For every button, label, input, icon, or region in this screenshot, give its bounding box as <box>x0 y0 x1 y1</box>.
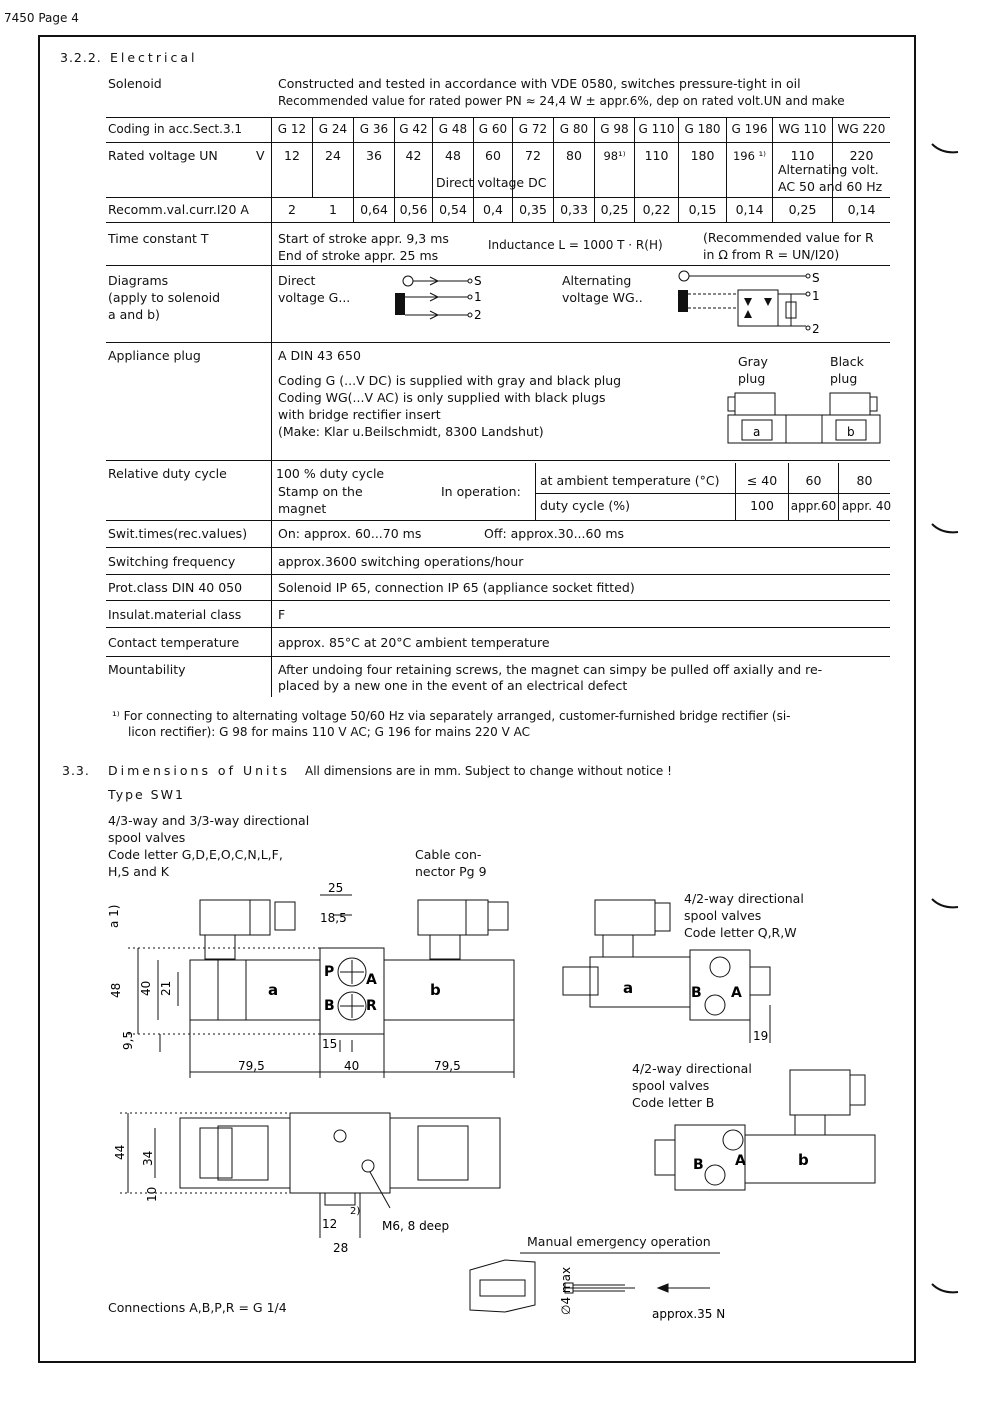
contact-temp-value: approx. 85°C at 20°C ambient temperature <box>278 635 550 650</box>
valve-desc-1: 4/3-way and 3/3-way directional <box>108 813 310 828</box>
port-p-label: P <box>324 964 335 980</box>
insulation-value: F <box>278 607 286 622</box>
switch-freq-value: approx.3600 switching operations/hour <box>278 554 524 569</box>
pin-s-label: S <box>474 274 482 288</box>
contact-temp-label: Contact temperature <box>108 635 240 650</box>
plug-a-label: a <box>753 425 761 439</box>
code-cell: G 42 <box>399 122 428 136</box>
punch-mark <box>930 140 960 160</box>
valve-side-view <box>100 880 540 1090</box>
prot-class-value: Solenoid IP 65, connection IP 65 (appliance socket fitted) <box>278 580 635 595</box>
current-cell: 0,35 <box>519 202 547 217</box>
solenoid-text-1: Constructed and tested in accordance with VDE 0580, switches pressure-tight in oil <box>278 76 801 91</box>
dims-title: Dimensions of Units <box>108 763 290 778</box>
resistance-note-2: in Ω from R = UN/I20) <box>703 247 840 262</box>
dim-4-max: ∅4 max <box>559 1266 573 1315</box>
ac-wiring-diagram <box>676 268 826 338</box>
dc-wiring-diagram <box>390 268 490 328</box>
dim-footnote-2: 2) <box>350 1206 361 1217</box>
resistance-note-1: (Recommended value for R <box>703 230 874 245</box>
mountability-text-2: placed by a new one in the event of an electrical defect <box>278 678 628 693</box>
punch-mark <box>930 520 960 540</box>
current-cell: 0,64 <box>360 202 388 217</box>
b-desc-2: spool valves <box>632 1078 710 1093</box>
diagrams-label-2: (apply to solenoid <box>108 290 221 305</box>
code-cell: G 180 <box>684 122 721 136</box>
ambient-temp-label: at ambient temperature (°C) <box>540 473 720 488</box>
duty-text-3: magnet <box>278 501 327 516</box>
punch-mark <box>930 1280 960 1300</box>
m6-label: M6, 8 deep <box>382 1219 450 1233</box>
dim-9-5: 9,5 <box>121 1030 135 1050</box>
voltage-cell: 48 <box>445 148 461 163</box>
valve-qrw-view <box>555 895 795 1055</box>
mountability-text-1: After undoing four retaining screws, the magnet can simpy be pulled off axially and re- <box>278 662 823 677</box>
plug-label: Appliance plug <box>108 348 201 363</box>
alt-voltage-2: voltage WG.. <box>562 290 643 305</box>
punch-mark <box>930 895 960 915</box>
code-cell: G 196 <box>731 122 768 136</box>
temp-cell: ≤ 40 <box>746 473 778 488</box>
b-desc-3: Code letter B <box>632 1095 715 1110</box>
code-cell: G 60 <box>478 122 508 136</box>
voltage-cell: 110 <box>644 148 669 163</box>
switch-freq-label: Switching frequency <box>108 554 236 569</box>
plug-text-2: Coding WG(...V AC) is only supplied with black plugs <box>278 390 606 405</box>
current-cell: 0,56 <box>399 202 428 217</box>
code-cell: G 36 <box>359 122 389 136</box>
diagrams-label-3: a and b) <box>108 307 160 322</box>
code-cell: G 80 <box>559 122 589 136</box>
code-cell: G 24 <box>318 122 348 136</box>
dim-21: 21 <box>159 980 173 996</box>
duty-label: Relative duty cycle <box>108 466 227 481</box>
dim-34: 34 <box>141 1150 155 1166</box>
qrw-desc-1: 4/2-way directional <box>684 891 804 906</box>
code-cell: G 110 <box>638 122 675 136</box>
valve-desc-2: spool valves <box>108 830 186 845</box>
ac-pin-s-label: S <box>812 271 820 285</box>
dim-25: 25 <box>328 881 344 895</box>
switch-on: On: approx. 60...70 ms <box>278 526 422 541</box>
connections-note: Connections A,B,P,R = G 1/4 <box>108 1300 287 1315</box>
current-label: Recomm.val.curr.I20 A <box>108 202 249 217</box>
voltage-cell: 220 <box>849 148 874 163</box>
direct-voltage-2: voltage G... <box>278 290 351 305</box>
port-r-label: R <box>366 998 377 1014</box>
in-operation-label: In operation: <box>441 484 521 499</box>
current-cell: 0,25 <box>600 202 629 217</box>
code-cell: G 98 <box>600 122 629 136</box>
current-cell: 2 <box>288 202 296 217</box>
qrw-a-label: a <box>623 979 634 997</box>
voltage-cell: 42 <box>405 148 422 163</box>
gray-plug-label-2: plug <box>738 371 766 386</box>
code-cell: WG 110 <box>778 122 827 136</box>
voltage-cell: 110 <box>790 148 815 163</box>
black-plug-label: Black <box>830 354 864 369</box>
dim-79-5-right: 79,5 <box>434 1059 461 1073</box>
force-label: approx.35 N <box>652 1307 726 1321</box>
qrw-desc-3: Code letter Q,R,W <box>684 925 797 940</box>
dim-28: 28 <box>333 1241 349 1255</box>
manual-emergency-drawing <box>460 1250 760 1330</box>
valve-desc-4: H,S and K <box>108 864 169 879</box>
solenoid-text-2: Recommended value for rated power PN ≈ 24,4 W ± appr.6%, dep on rated volt.UN and make <box>278 94 845 108</box>
ac-note-1: Alternating volt. <box>778 162 879 177</box>
current-cell: 0,22 <box>642 202 671 217</box>
b-port-b: B <box>693 1157 704 1173</box>
dim-12: 12 <box>322 1217 338 1231</box>
ac-note-2: AC 50 and 60 Hz <box>778 179 883 194</box>
section-number: 3.2.2. <box>60 50 102 65</box>
qrw-port-b: B <box>691 985 702 1001</box>
dim-a1: a 1) <box>107 904 121 928</box>
solenoid-label: Solenoid <box>108 76 162 91</box>
duty-text-2: Stamp on the <box>278 484 363 499</box>
voltage-cell: 60 <box>485 148 501 163</box>
temp-cell: 80 <box>856 473 873 488</box>
solenoid-a-label: a <box>268 981 279 999</box>
dim-18-5: 18,5 <box>320 911 347 925</box>
inductance-formula: Inductance L = 1000 T · R(H) <box>488 238 663 252</box>
duty-text-1: 100 % duty cycle <box>276 466 385 481</box>
duty-cell: appr.60 <box>790 499 837 513</box>
qrw-desc-2: spool valves <box>684 908 762 923</box>
page-reference: 7450 Page 4 <box>4 11 79 25</box>
current-cell: 0,54 <box>439 202 467 217</box>
pin-1-label: 1 <box>474 290 482 304</box>
voltage-cell: 180 <box>690 148 715 163</box>
voltage-cell: 98¹⁾ <box>603 149 626 163</box>
footnote-1: ¹⁾ For connecting to alternating voltage 50/60 Hz via separately arranged, customer-furnished bridge rectifier (si- <box>112 709 791 723</box>
rated-voltage-label: Rated voltage UN <box>108 148 218 163</box>
voltage-cell: 80 <box>566 148 582 163</box>
b-desc-1: 4/2-way directional <box>632 1061 752 1076</box>
current-cell: 0,4 <box>483 202 503 217</box>
cable-label-2: nector Pg 9 <box>415 864 487 879</box>
qrw-port-a: A <box>731 985 742 1001</box>
duty-cell: appr. 40 <box>841 499 892 513</box>
black-plug-label-2: plug <box>830 371 858 386</box>
mountability-label: Mountability <box>108 662 186 677</box>
stroke-end: End of stroke appr. 25 ms <box>278 248 439 263</box>
current-cell: 0,25 <box>788 202 817 217</box>
dims-note: All dimensions are in mm. Subject to change without notice ! <box>305 764 672 778</box>
dim-44: 44 <box>113 1144 127 1160</box>
code-cell: WG 220 <box>837 122 886 136</box>
plug-text-3: with bridge rectifier insert <box>278 407 441 422</box>
code-cell: G 72 <box>518 122 548 136</box>
voltage-cell: 36 <box>366 148 382 163</box>
temp-cell: 60 <box>805 473 822 488</box>
pin-2-label: 2 <box>474 308 482 322</box>
duty-cell: 100 <box>750 498 774 513</box>
manual-emergency-label: Manual emergency operation <box>527 1234 711 1249</box>
plug-text-1: Coding G (...V DC) is supplied with gray and black plug <box>278 373 622 388</box>
current-cell: 0,33 <box>560 202 588 217</box>
switch-off: Off: approx.30...60 ms <box>484 526 625 541</box>
footnote-2: licon rectifier): G 98 for mains 110 V AC; G 196 for mains 220 V AC <box>128 725 530 739</box>
cable-label-1: Cable con- <box>415 847 482 862</box>
dim-79-5-left: 79,5 <box>238 1059 265 1073</box>
b-port-a: A <box>735 1153 746 1169</box>
dim-10: 10 <box>145 1186 159 1202</box>
plug-din: A DIN 43 650 <box>278 348 361 363</box>
diagrams-label-1: Diagrams <box>108 273 169 288</box>
current-cell: 1 <box>329 202 337 217</box>
voltage-cell: 12 <box>284 148 300 163</box>
valve-top-view <box>100 1108 540 1258</box>
prot-class-label: Prot.class DIN 40 050 <box>108 580 243 595</box>
insulation-label: Insulat.material class <box>108 607 242 622</box>
plug-b-label: b <box>847 425 855 439</box>
port-b-label: B <box>324 998 335 1014</box>
ac-pin-2-label: 2 <box>812 322 820 336</box>
ac-pin-1-label: 1 <box>812 289 820 303</box>
duty-cycle-label: duty cycle (%) <box>540 498 631 513</box>
dim-40-bottom: 40 <box>344 1059 360 1073</box>
dim-15: 15 <box>322 1037 338 1051</box>
dim-40: 40 <box>139 980 153 996</box>
coding-label: Coding in acc.Sect.3.1 <box>108 122 243 136</box>
code-cell: G 12 <box>277 122 307 136</box>
valve-desc-3: Code letter G,D,E,O,C,N,L,F, <box>108 847 283 862</box>
dc-note: Direct voltage DC <box>436 175 547 190</box>
type-label: Type SW1 <box>108 787 185 802</box>
time-constant-label: Time constant T <box>108 231 209 246</box>
current-cell: 0,14 <box>735 202 764 217</box>
current-cell: 0,14 <box>847 202 876 217</box>
voltage-cell: 196 ¹⁾ <box>732 149 767 163</box>
dims-number: 3.3. <box>62 763 90 778</box>
stroke-start: Start of stroke appr. 9,3 ms <box>278 231 449 246</box>
port-a-label: A <box>366 972 377 988</box>
gray-plug-label: Gray <box>738 354 768 369</box>
plug-text-4: (Make: Klar u.Beilschmidt, 8300 Landshut) <box>278 424 544 439</box>
code-cell: G 48 <box>438 122 468 136</box>
dim-19: 19 <box>753 1029 769 1043</box>
current-cell: 0,15 <box>688 202 717 217</box>
solenoid-b-label: b <box>430 981 441 999</box>
voltage-cell: 24 <box>325 148 341 163</box>
section-title: Electrical <box>110 50 198 65</box>
switch-times-label: Swit.times(rec.values) <box>108 526 248 541</box>
valve-b-view <box>645 1065 895 1195</box>
plug-drawing <box>720 388 890 454</box>
alt-voltage-1: Alternating <box>562 273 632 288</box>
voltage-cell: 72 <box>525 148 541 163</box>
rated-voltage-unit: V <box>256 148 265 163</box>
dim-48: 48 <box>109 982 123 998</box>
b-solenoid-label: b <box>798 1151 809 1169</box>
direct-voltage-1: Direct <box>278 273 316 288</box>
